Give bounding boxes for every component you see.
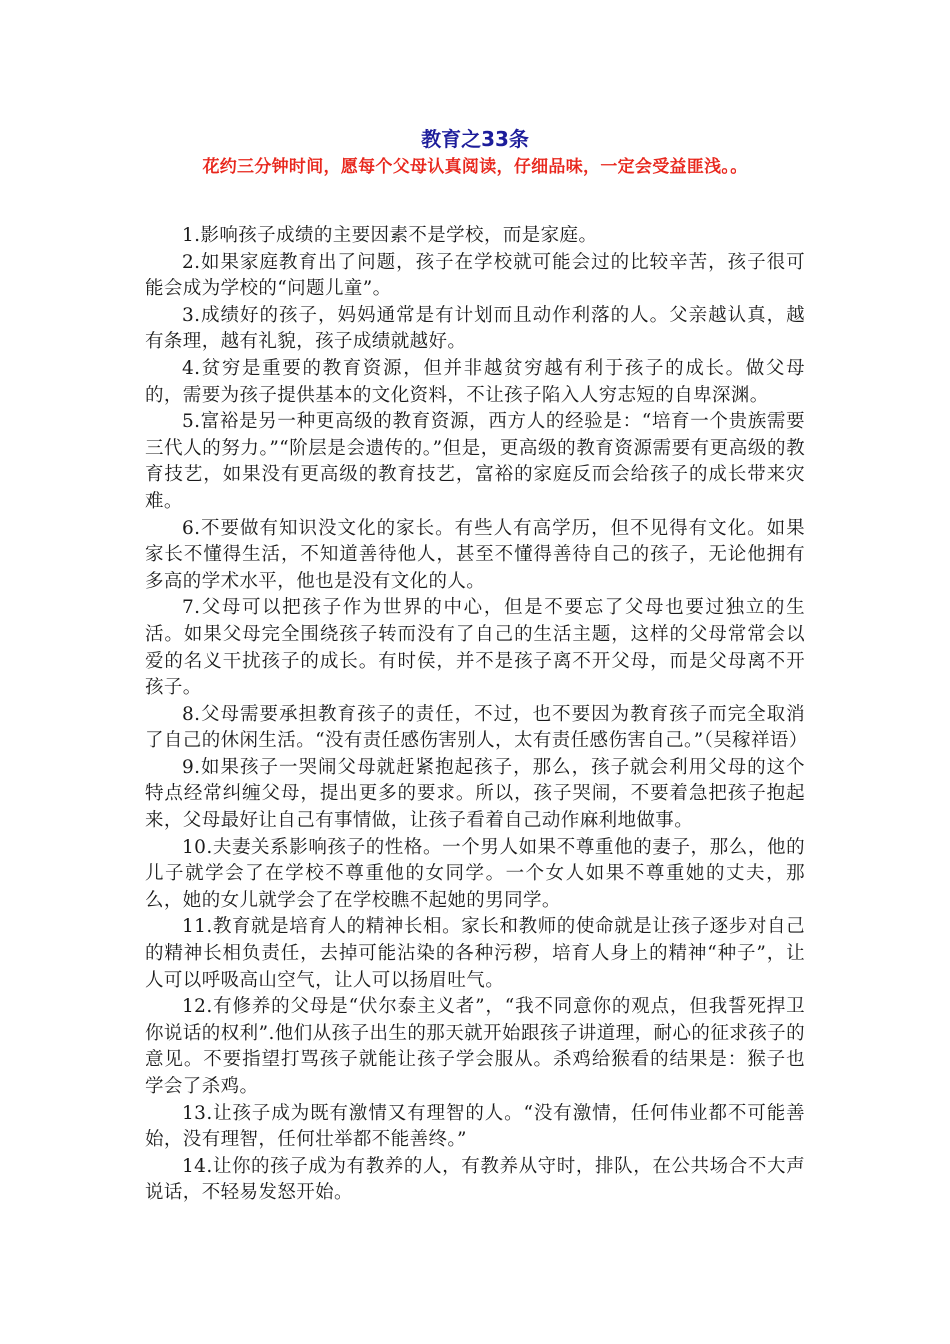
paragraph-2: 2.如果家庭教育出了问题，孩子在学校就可能会过的比较辛苦，孩子很可能会成为学校的“问题儿童”。 bbox=[145, 251, 805, 300]
paragraph-11: 11.教育就是培育人的精神长相。家长和教师的使命就是让孩子逐步对自己的精神长相负责任，去掉可能沾染的各种污秽，培育人身上的精神“种子”，让人可以呼吸高山空气，让人可以扬眉吐气。 bbox=[145, 916, 805, 991]
document-body bbox=[145, 223, 808, 1207]
paragraph-5: 5.富裕是另一种更高级的教育资源，西方人的经验是：“培育一个贵族需要三代人的努力。”“阶层是会遗传的。”但是，更高级的教育资源需要有更高级的教育技艺，如果没有更高级的教育技艺，富裕的家庭反而会给孩子的成长带来灾难。 bbox=[145, 411, 805, 512]
paragraph-14: 14.让你的孩子成为有教养的人，有教养从守时，排队，在公共场合不大声说话，不轻易发怒开始。 bbox=[145, 1155, 805, 1204]
paragraph-1: 1.影响孩子成绩的主要因素不是学校，而是家庭。 bbox=[182, 225, 598, 246]
paragraph-8: 8.父母需要承担教育孩子的责任，不过，也不要因为教育孩子而完全取消了自己的休闲生活。“没有责任感伤害别人，太有责任感伤害自己。”（吴稼祥语） bbox=[145, 703, 808, 752]
paragraph-7: 7.父母可以把孩子作为世界的中心，但是不要忘了父母也要过独立的生活。如果父母完全围绕孩子转而没有了自己的生活主题，这样的父母常常会以爱的名义干扰孩子的成长。有时侯，并不是孩子离不开父母，而是父母离不开孩子。 bbox=[145, 597, 805, 699]
document-subtitle: 花约三分钟时间，愿每个父母认真阅读，仔细品味，一定会受益匪浅。。 bbox=[202, 157, 748, 177]
document-title: 教育之33条 bbox=[421, 127, 529, 151]
paragraph-13: 13.让孩子成为既有激情又有理智的人。“没有激情，任何伟业都不可能善始，没有理智，任何壮举都不能善终。” bbox=[145, 1102, 805, 1151]
paragraph-12: 12.有修养的父母是“伏尔泰主义者”，“我不同意你的观点，但我誓死捍卫你说话的权利”.他们从孩子出生的那天就开始跟孩子讲道理，耐心的征求孩子的意见。不要指望打骂孩子就能让孩子学会服从。杀鸡给猴看的结果是：猴子也学会了杀鸡。 bbox=[145, 996, 805, 1097]
paragraph-6: 6.不要做有知识没文化的家长。有些人有高学历，但不见得有文化。如果家长不懂得生活，不知道善待他人，甚至不懂得善待自己的孩子，无论他拥有多高的学术水平，他也是没有文化的人。 bbox=[145, 517, 805, 592]
paragraph-3: 3.成绩好的孩子，妈妈通常是有计划而且动作利落的人。父亲越认真，越有条理，越有礼貌，孩子成绩就越好。 bbox=[145, 304, 805, 353]
paragraph-10: 10.夫妻关系影响孩子的性格。一个男人如果不尊重他的妻子，那么，他的儿子就学会了在学校不尊重他的女同学。一个女人如果不尊重她的丈夫，那么，她的女儿就学会了在学校瞧不起她的男同学。 bbox=[145, 836, 805, 911]
paragraph-4: 4.贫穷是重要的教育资源，但并非越贫穷越有利于孩子的成长。做父母的，需要为孩子提供基本的文化资料，不让孩子陷入人穷志短的自卑深渊。 bbox=[145, 357, 805, 406]
paragraph-9: 9.如果孩子一哭闹父母就赶紧抱起孩子，那么，孩子就会利用父母的这个特点经常纠缠父母，提出更多的要求。所以，孩子哭闹，不要着急把孩子抱起来，父母最好让自己有事情做，让孩子看着自己动作麻利地做事。 bbox=[145, 756, 805, 832]
